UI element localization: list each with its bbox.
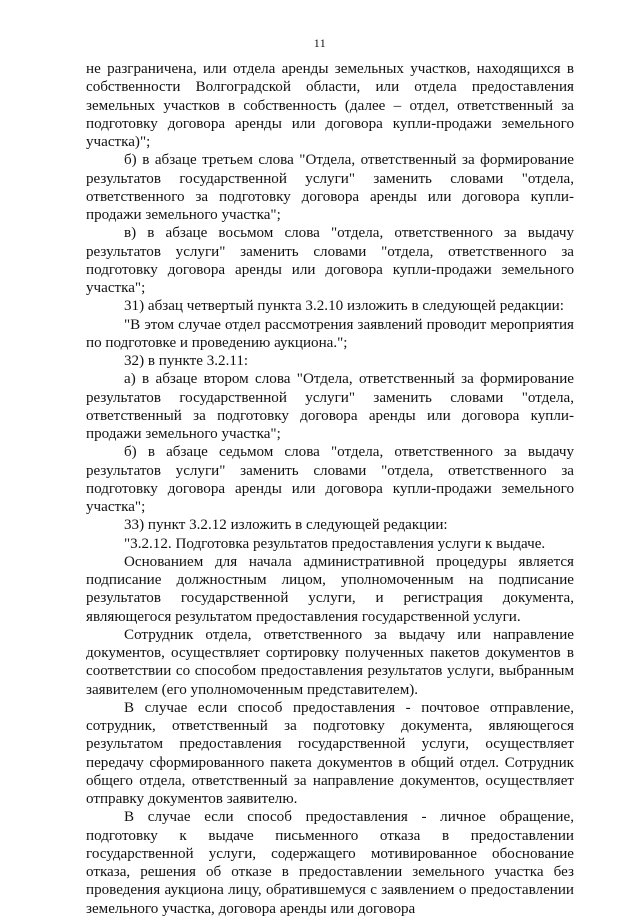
paragraph-item-31: 31) абзац четвертый пункта 3.2.10 изложить в следующей редакции:: [124, 298, 564, 315]
paragraph-b-abzac-sedmoy: б) в абзаце седьмом слова "отдела, ответственного за выдачу результатов услуги" заменить словами "отдела, ответственного за подготовку договора аренды или договора купли-продажи земельного участка";: [86, 444, 574, 515]
paragraph-item-33: 33) пункт 3.2.12 изложить в следующей редакции:: [124, 517, 448, 534]
paragraph-item-32: 32) в пункте 3.2.11:: [124, 353, 249, 369]
paragraph-3-2-12-heading: "3.2.12. Подготовка результатов предоставления услуги к выдаче.: [124, 535, 546, 552]
paragraph-a-abzac-vtoroy: а) в абзаце втором слова "Отдела, ответственный за формирование результатов государственной услуги" заменить словами "отдела, ответственный за подготовку договора аренды или договора купли-продажи земельного участка";: [86, 371, 574, 442]
paragraph-b-abzac-tretiy: б) в абзаце третьем слова "Отдела, ответственный за формирование результатов государственной услуги" заменить словами "отдела, ответственного за подготовку договора аренды или договора купли-продажи земельного участка";: [86, 152, 574, 223]
paragraph-continuation: не разграничена, или отдела аренды земельных участков, находящихся в собственности Волгоградской области, или отдела предоставления земельных участков в собственность (далее – отдел, ответственный за подготовку договора аренды или договора купли-продажи земельного участка)";: [86, 61, 574, 150]
paragraph-v-abzac-vosmoy: в) в абзаце восьмом слова "отдела, ответственного за выдачу результатов услуги" заменить словами "отдела, ответственного за подготовку договора аренды или договора купли-продажи земельного участка";: [86, 225, 574, 296]
paragraph-pochtovoe-otpravlenie: В случае если способ предоставления - почтовое отправление, сотрудник, ответственный за подготовку документа, являющегося результатом предоставления государственной услуги, осуществляет передачу сформированного пакета документов в общий отдел. Сотрудник общего отдела, ответственный за направление документов, осуществляет отправку документов заявителю.: [86, 699, 574, 807]
document-body: [86, 60, 574, 918]
page-number: 11: [313, 36, 327, 50]
paragraph-sotrudnik-otdela: Сотрудник отдела, ответственного за выдачу или направление документов, осуществляет сортировку полученных пакетов документов в соответствии со способом предоставления результатов услуги, выбранным заявителем (его уполномоченным представителем).: [86, 626, 574, 698]
paragraph-item-31-text: "В этом случае отдел рассмотрения заявлений проводит мероприятия по подготовке и проведению аукциона.";: [86, 316, 574, 351]
paragraph-lichnoe-obrashchenie: В случае если способ предоставления - личное обращение, подготовку к выдаче письменного отказа в предоставлении государственной услуги, содержащего мотивированное обоснование отказа, решения об отказе в предоставлении земельного участка без проведения аукциона лицу, обратившемуся с заявлением о предоставлении земельного участка, договора аренды или договора: [86, 809, 574, 917]
paragraph-osnovaniem: Основанием для начала административной процедуры является подписание должностным лицом, уполномоченным на подписание результатов государственной услуги, и регистрация документа, являющегося результатом предоставления государственной услуги.: [86, 553, 574, 625]
